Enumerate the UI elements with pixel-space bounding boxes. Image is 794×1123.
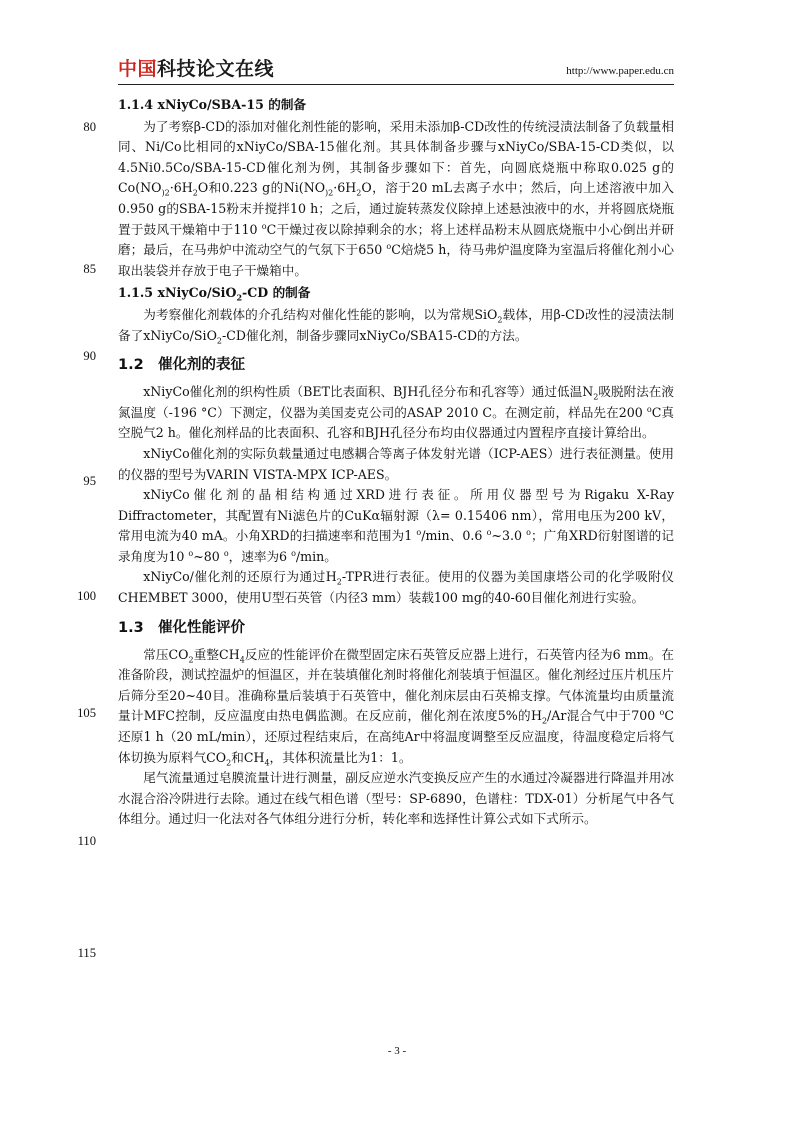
subsection-heading-1-1-5: 1.1.5 xNiyCo/SiO$_2$-CD 的制备 xyxy=(118,285,311,303)
section-heading-1-2: 1.2 催化剂的表征 xyxy=(118,357,245,374)
header-rule xyxy=(118,84,674,85)
paragraph-icp: xNiyCo催化剂的实际负载量通过电感耦合等离子体发射光谱（ICP-AES）进行表征测量。使用的仪器的型号为VARIN VISTA-MPX ICP-AES。 xyxy=(118,445,674,482)
line-number: 110 xyxy=(77,834,96,848)
line-number: 95 xyxy=(83,474,96,488)
paragraph-tpr: xNiyCo/催化剂的还原行为通过$H_2$-TPR进行表征。使用的仪器为美国康塔公司的化学吸附仪CHEMBET 3000，使用U型石英管（内径3 mm）装载100 mg的40-60目催化剂进行实验。 xyxy=(118,569,674,606)
logo-red-text: 中国 xyxy=(118,58,158,80)
line-number: 115 xyxy=(77,946,96,960)
header-url[interactable]: http://www.paper.edu.cn xyxy=(566,65,674,77)
line-number: 100 xyxy=(77,589,96,603)
paragraph-bet: xNiyCo催化剂的织构性质（BET比表面积、BJH孔径分布和孔容等）通过低温$N_2$吸脱附法在液氮温度（-196 °C）下测定，仪器为美国麦克公司的ASAP 2010 C。在测定前，样品先在200 $^o$C真空脱气2 h。催化剂样品的比表面积、孔容和BJH孔径分布均由仪器通过内置程序直接计算给出。 xyxy=(118,384,675,441)
line-number: 85 xyxy=(83,262,96,276)
line-number: 80 xyxy=(83,120,96,134)
section-heading-1-3: 1.3 催化性能评价 xyxy=(118,619,245,636)
paragraph-tail-gas: 尾气流量通过皂膜流量计进行测量，副反应逆水汽变换反应产生的水通过冷凝器进行降温并用冰水混合浴冷阱进行去除。通过在线气相色谱（型号：SP-6890，色谱柱：TDX-01）分析尾气中各气体组分。通过归一化法对各气体组分进行分析，转化率和选择性计算公式如下式所示。 xyxy=(118,770,674,827)
paragraph-performance: 常压$CO_2$重整$CH_4$反应的性能评价在微型固定床石英管反应器上进行，石英管内径为6 mm。在准备阶段，测试控温炉的恒温区，并在装填催化剂时将催化剂装填于恒温区。催化剂经过压片机压片后筛分至20~40目。准确称量后装填于石英管中，催化剂床层由石英棉支撑。气体流量均由质量流量计MFC控制，反应温度由热电偶监测。在反应前，催化剂在浓度5%的$H_2/Ar$混合气中于700 $^o$C还原1 h（20 mL/min），还原过程结束后，在高纯Ar中将温度调整至反应温度，待温度稳定后将气体切换为原料气$CO_2$和$CH_4$，其体积流量比为1：1。 xyxy=(118,646,675,768)
page-number: - 3 - xyxy=(387,1045,407,1057)
logo-dark-text: 科技论文在线 xyxy=(157,58,275,80)
line-number: 105 xyxy=(77,706,96,720)
site-logo xyxy=(118,56,274,82)
subsection-heading-1-1-4: 1.1.4 xNiyCo/SBA-15 的制备 xyxy=(118,97,307,112)
paragraph-xrd: xNiyCo催化剂的晶相结构通过XRD进行表征。所用仪器型号为Rigaku X-Ray Diffractometer，其配置有Ni滤色片的CuKα辐射源（λ= 0.15406 nm），常用电压为200 kV，常用电流为40 mA。小角XRD的扫描速率和范围为1 $^o$/min、0.6 $^o$~3.0 $^o$；广角XRD衍射图谱的记录角度为10 $^o$~80 $^o$，速率为6 $^o$/min。 xyxy=(118,487,674,564)
paragraph-sio2-prep: 为考察催化剂载体的介孔结构对催化性能的影响，以为常规SiO$_2$载体，用β-CD改性的浸渍法制备了xNiyCo/SiO$_2$-CD催化剂，制备步骤同xNiyCo/SBA15-CD的方法。 xyxy=(118,306,674,346)
line-number: 90 xyxy=(83,349,96,363)
page-content xyxy=(118,93,674,830)
page-header xyxy=(118,56,674,82)
paragraph-sba15-prep: 为了考察β-CD的添加对催化剂性能的影响，采用未添加β-CD改性的传统浸渍法制备了负载量相同、Ni/Co比相同的xNiyCo/SBA-15催化剂。其具体制备步骤与xNiyCo/SBA-15-CD类似，以4.5Ni0.5Co/SBA-15-CD催化剂为例，其制备步骤如下：首先，向圆底烧瓶中称取0.025 g的$Co(NO_{)2}\cdot 6H_2O$和0.223 g的$Ni(NO_{)2}\cdot 6H_2O$，溶于20 mL去离子水中；然后，向上述溶液中加入0.950 g的SBA-15粉末并搅拌10 h；之后，通过旋转蒸发仪除掉上述悬浊液中的水，并将圆底烧瓶置于鼓风干燥箱中于110 $^o$C干燥过夜以除掉剩余的水；将上述样品粉末从圆底烧瓶中小心倒出并研磨；最后，在马弗炉中流动空气的气氛下于650 $^o$C焙烧5 h，待马弗炉温度降为室温后将催化剂小心取出装袋并存放于电子干燥箱中。 xyxy=(118,118,674,278)
